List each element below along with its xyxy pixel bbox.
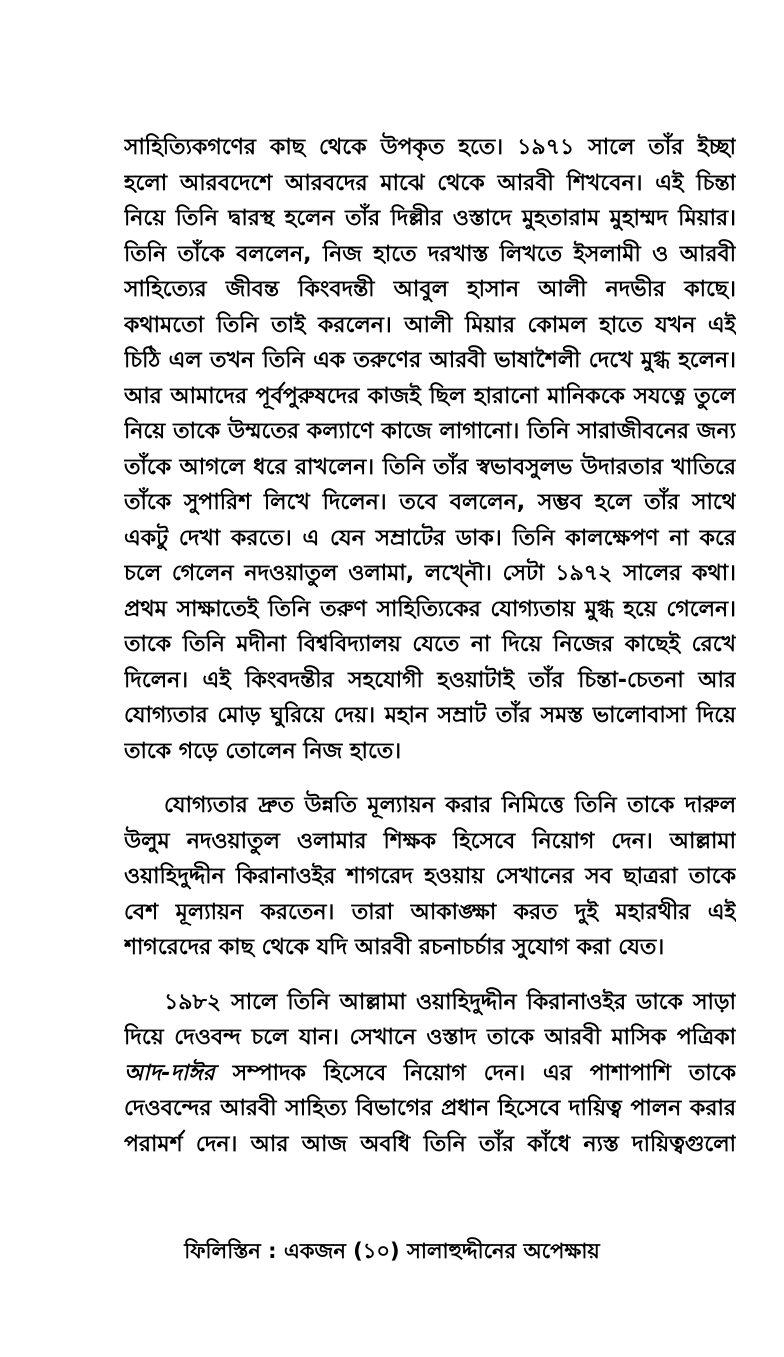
paragraph-2 (124, 788, 736, 966)
text-line: তাকে গড়ে তোলেন নিজ হাতে। (124, 738, 402, 764)
text-line: তাঁকে আগলে ধরে রাখলেন। তিনি তাঁর স্বভাবসুলভ উদারতার খাতিরে (124, 454, 736, 480)
text-line: যোগ্যতার মোড় ঘুরিয়ে দেয়। মহান সম্রাট তাঁর সমস্ত ভালোবাসা দিয়ে (124, 703, 736, 728)
paragraph-3 (124, 985, 736, 1163)
text-line: নিয়ে তাকে উম্মতের কল্যাণে কাজে লাগানো। তিনি সারাজীবনের জন্য (124, 419, 736, 444)
text-line: আর আমাদের পূর্বপুরুষদের কাজই ছিল হারানো মানিককে সযত্নে তুলে (124, 383, 736, 409)
text-line-with-title (124, 1056, 736, 1092)
text-line: দেওবন্দের আরবী সাহিত্য বিভাগের প্রধান হিসেবে দায়িত্ব পালন করার (124, 1096, 736, 1121)
text-line: পরামর্শ দেন। আর আজ অবধি তিনি তাঁর কাঁধে ন্যস্ত দায়িত্বগুলো (124, 1131, 736, 1157)
text-line: উলুম নদওয়াতুল ওলামার শিক্ষক হিসেবে নিয়োগ দেন। আল্লামা (124, 828, 736, 854)
text-line: সাহিত্যিকগণের কাছ থেকে উপকৃত হতে। ১৯৭১ সালে তাঁর ইচ্ছা (124, 135, 736, 160)
body-text (124, 130, 736, 1162)
text-line: বেশ মূল্যায়ন করতেন। তারা আকাঙ্ক্ষা করত দুই মহারথীর এই (124, 899, 736, 925)
text-line: নিয়ে তিনি দ্বারস্থ হলেন তাঁর দিল্লীর ওস্তাদে মুহতারাম মুহাম্মদ মিয়ার। (124, 206, 736, 231)
text-line: শাগরেদের কাছ থেকে যদি আরবী রচনাচর্চার সুযোগ করা যেত। (124, 935, 665, 960)
text-line: ওয়াহিদুদ্দীন কিরানাওইর শাগরেদ হওয়ায় সেখানের সব ছাত্ররা তাকে (124, 864, 736, 889)
text-line: প্রথম সাক্ষাতেই তিনি তরুণ সাহিত্যিকের যোগ্যতায় মুগ্ধ হয়ে গেলেন। (124, 596, 736, 622)
text-line: একটু দেখা করতে। এ যেন সম্রাটের ডাক। তিনি কালক্ষেপণ না করে (124, 525, 736, 551)
text-line: তাকে তিনি মদীনা বিশ্ববিদ্যালয় যেতে না দিয়ে নিজের কাছেই রেখে (124, 632, 736, 657)
running-footer: ফিলিস্তিন : একজন (১০) সালাহুদ্দীনের অপেক্ষায় (184, 1239, 600, 1263)
publication-title: আদ-দাঈর (124, 1060, 215, 1086)
text-line: যোগ্যতার দ্রুত উন্নতি মূল্যায়ন করার নিমিত্তে তিনি তাকে দারুল (164, 793, 736, 818)
text-line: হলো আরবদেশে আরবদের মাঝে থেকে আরবী শিখবেন। এই চিন্তা (124, 170, 736, 196)
text-line: তাঁকে সুপারিশ লিখে দিলেন। তবে বললেন, সম্ভব হলে তাঁর সাথে (124, 490, 736, 515)
text-line: চলে গেলেন নদওয়াতুল ওলামা, লখ্নৌ। সেটা ১৯৭২ সালের কথা। (124, 561, 736, 586)
paragraph-1 (124, 130, 736, 769)
text-line: দিয়ে দেওবন্দ চলে যান। সেখানে ওস্তাদ তাকে আরবী মাসিক পত্রিকা (124, 1025, 736, 1050)
text-line: চিঠি এল তখন তিনি এক তরুণের আরবী ভাষাশৈলী দেখে মুগ্ধ হলেন। (124, 348, 736, 373)
text-line: কথামতো তিনি তাই করলেন। আলী মিয়ার কোমল হাতে যখন এই (124, 312, 736, 338)
text-line: ১৯৮২ সালে তিনি আল্লামা ওয়াহিদুদ্দীন কিরানাওইর ডাকে সাড়া (164, 989, 736, 1015)
text-fragment: সম্পাদক হিসেবে নিয়োগ দেন। এর পাশাপাশি তাকে (232, 1060, 736, 1086)
text-line: দিলেন। এই কিংবদন্তীর সহযোগী হওয়াটাই তাঁর চিন্তা-চেতনা আর (124, 667, 736, 693)
text-line: সাহিত্যের জীবন্ত কিংবদন্তী আবুল হাসান আলী নদভীর কাছে। (124, 277, 736, 302)
text-line: তিনি তাঁকে বললেন, নিজ হাতে দরখাস্ত লিখতে ইসলামী ও আরবী (124, 241, 736, 267)
